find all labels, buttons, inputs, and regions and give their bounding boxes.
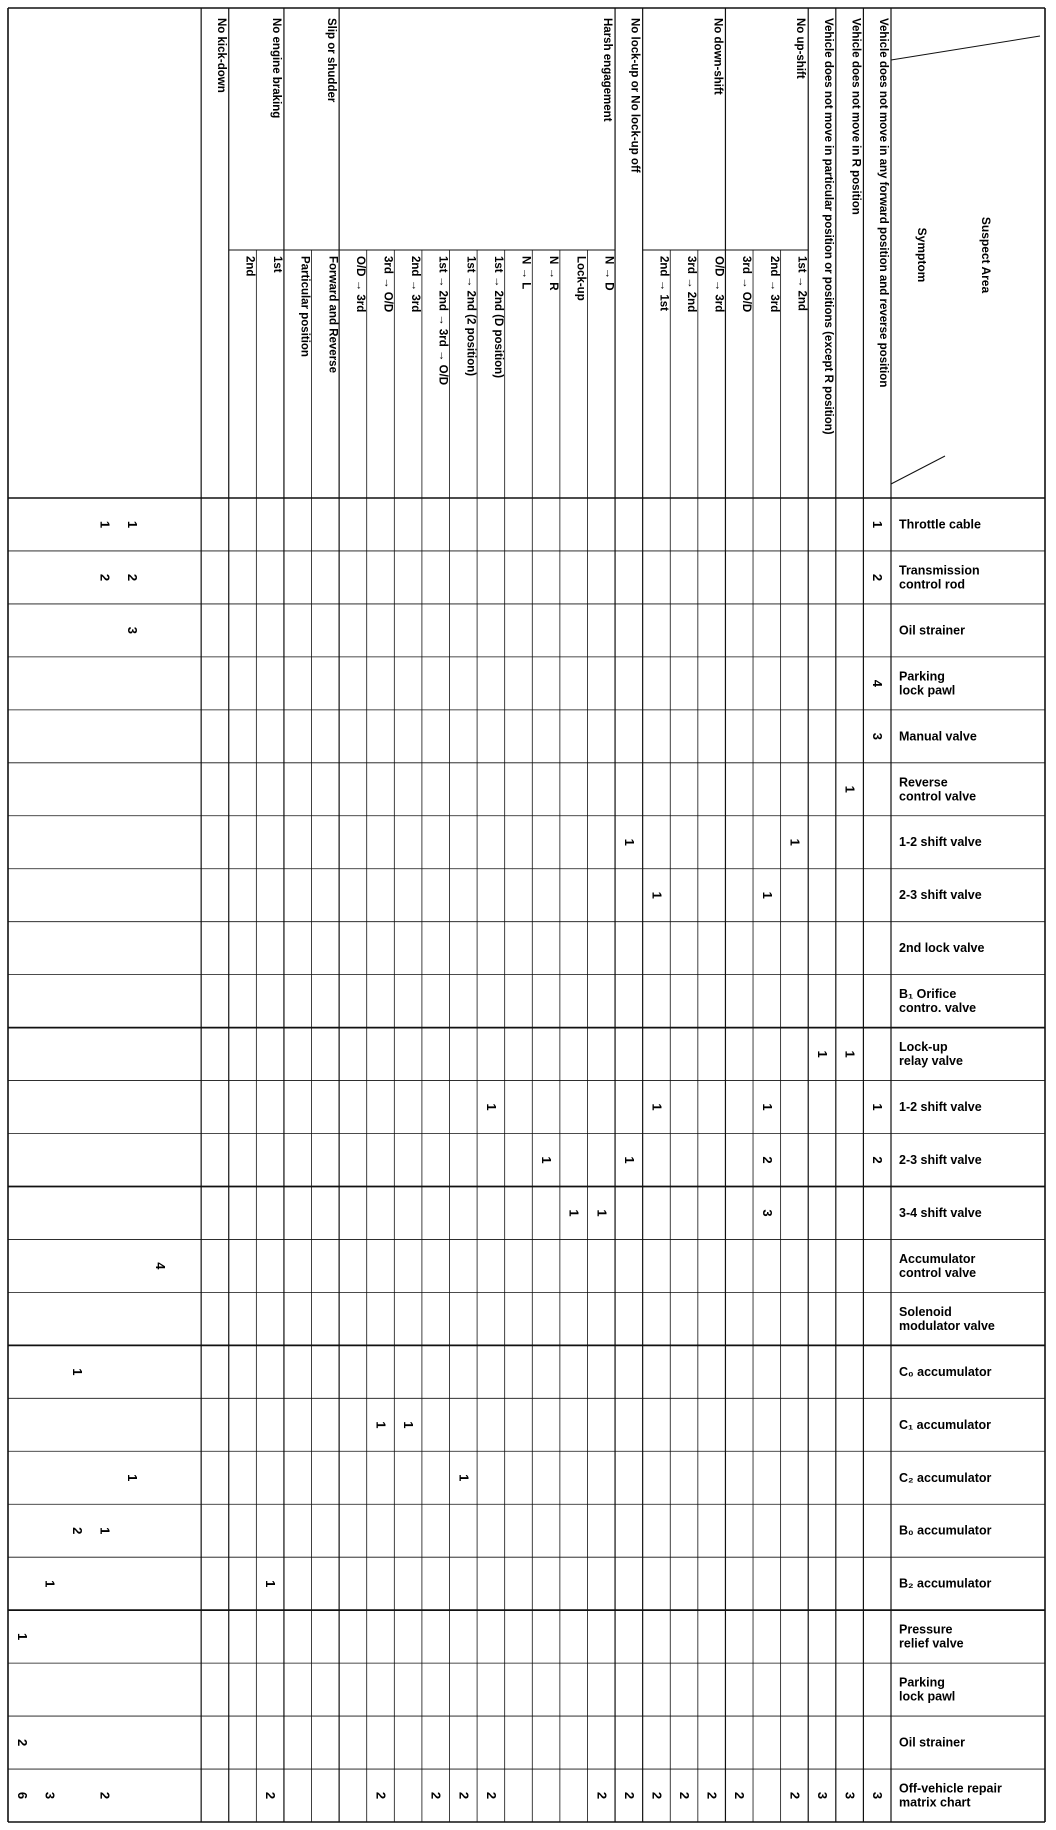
suspect-area-label: relief valve <box>899 1636 964 1651</box>
symptom-group-label: Vehicle does not move in R position <box>849 18 862 215</box>
suspect-area-label: control rod <box>899 577 965 592</box>
symptom-sub-label: 3rd → O/D <box>740 256 753 313</box>
suspect-area-label: 2-3 shift valve <box>899 888 982 903</box>
matrix-cell-value: 1 <box>14 1633 30 1641</box>
matrix-cell-value: 1 <box>125 520 141 529</box>
symptom-sub-label: N → D <box>602 256 615 291</box>
suspect-area-label: Reverse <box>899 775 948 790</box>
suspect-area-label: relay valve <box>899 1054 963 1069</box>
symptom-sub-label: 1st → 2nd <box>795 256 808 311</box>
matrix-cell-value: 1 <box>621 1156 637 1164</box>
symptom-header-cell <box>891 36 1040 484</box>
matrix-cell-value: 1 <box>870 520 886 529</box>
suspect-area-label: C₁ accumulator <box>899 1417 991 1432</box>
suspect-area-label: Transmission <box>899 563 980 578</box>
suspect-area-label: contro. valve <box>899 1001 977 1016</box>
matrix-cell-value: 3 <box>815 1791 831 1800</box>
matrix-cell-value: 1 <box>621 838 637 846</box>
matrix-cell-value: 1 <box>263 1580 279 1588</box>
matrix-cell-value: 2 <box>870 1156 886 1164</box>
symptom-group-label: No up-shift <box>794 18 807 79</box>
suspect-area-label: Parking <box>899 1675 945 1690</box>
matrix-cell-value: 2 <box>14 1738 30 1747</box>
matrix-cell-value: 1 <box>373 1421 389 1429</box>
matrix-cell-value: 3 <box>125 626 141 635</box>
symptom-heading: Symptom <box>915 227 929 283</box>
matrix-cell-value: 2 <box>704 1791 720 1800</box>
matrix-cell-value: 1 <box>483 1103 499 1111</box>
suspect-area-label: C₀ accumulator <box>899 1364 992 1379</box>
symptom-group-label: Harsh engagement <box>601 18 614 122</box>
suspect-area-label: 1-2 shift valve <box>899 835 982 850</box>
suspect-area-label: B₂ accumulator <box>899 1576 992 1591</box>
symptom-sub-label: Forward and Reverse <box>326 256 339 373</box>
matrix-cell-value: 2 <box>69 1527 85 1535</box>
matrix-cell-value: 4 <box>152 1262 168 1270</box>
matrix-cell-value: 2 <box>649 1791 665 1800</box>
symptom-sub-label: O/D → 3rd <box>712 256 725 313</box>
matrix-cell-value: 1 <box>649 1103 665 1111</box>
matrix-cell-value: 1 <box>69 1368 85 1376</box>
matrix-cell-value: 3 <box>759 1209 775 1217</box>
symptom-sub-label: 2nd → 3rd <box>767 256 780 313</box>
matrix-cell-value: 1 <box>842 785 858 793</box>
suspect-area-label: Manual valve <box>899 729 977 744</box>
suspect-area-label: Accumulator <box>899 1251 976 1266</box>
suspect-area-label: Oil strainer <box>899 623 965 638</box>
matrix-cell-value: 4 <box>870 679 886 687</box>
matrix-cell-value: 2 <box>677 1791 693 1800</box>
suspect-area-label: control valve <box>899 789 977 804</box>
symptom-sub-label: 1st → 2nd (D position) <box>491 256 504 379</box>
symptom-group-label: Vehicle does not move in particular position or positions (except R position) <box>821 18 834 435</box>
matrix-cell-value: 2 <box>456 1791 472 1800</box>
matrix-cell-value: 6 <box>14 1791 30 1800</box>
suspect-area-label: modulator valve <box>899 1318 995 1333</box>
matrix-cell-value: 2 <box>787 1791 803 1800</box>
symptom-group-label: No lock-up or No lock-up off <box>628 18 641 173</box>
suspect-area-label: Solenoid <box>899 1304 952 1319</box>
matrix-cell-value: 2 <box>621 1791 637 1800</box>
symptom-sub-label: 3rd → 2nd <box>685 256 698 313</box>
symptom-group-label: No engine braking <box>269 18 282 119</box>
suspect-area-label: Pressure <box>899 1622 953 1637</box>
matrix-cell-value: 1 <box>566 1209 582 1217</box>
matrix-cell-value: 1 <box>42 1580 58 1588</box>
matrix-cell-value: 1 <box>539 1156 555 1164</box>
suspect-area-label: matrix chart <box>899 1795 971 1810</box>
matrix-cell-value: 2 <box>870 573 886 582</box>
matrix-cell-value: 2 <box>373 1791 389 1800</box>
symptom-sub-label: 1st → 2nd (2 position) <box>464 256 477 377</box>
matrix-cell-value: 2 <box>97 573 113 582</box>
symptom-sub-label: 1st <box>271 256 284 273</box>
symptom-sub-label: O/D → 3rd <box>353 256 366 313</box>
suspect-area-label: Throttle cable <box>899 517 981 532</box>
suspect-area-label: 2nd lock valve <box>899 941 985 956</box>
symptom-group-label: Vehicle does not move in any forward position and reverse position <box>877 18 889 388</box>
symptom-sub-label: 2nd → 1st <box>657 256 670 311</box>
matrix-cell-value: 1 <box>97 520 113 529</box>
matrix-cell-value: 1 <box>815 1050 831 1058</box>
matrix-cell-value: 1 <box>594 1209 610 1217</box>
suspect-area-label: 2-3 shift valve <box>899 1153 982 1167</box>
symptom-sub-label: 1st → 2nd → 3rd → O/D <box>436 256 449 386</box>
symptom-group-label: Slip or shudder <box>325 18 338 103</box>
matrix-cell-value: 2 <box>125 573 141 582</box>
matrix-cell-value: 1 <box>787 838 803 846</box>
suspect-area-label: 1-2 shift valve <box>899 1100 982 1115</box>
symptom-sub-label: 3rd → O/D <box>381 256 394 313</box>
matrix-cell-value: 1 <box>759 1103 775 1111</box>
matrix-cell-value: 2 <box>428 1791 444 1800</box>
matrix-cell-value: 2 <box>97 1791 113 1800</box>
suspect-area-label: Parking <box>899 669 945 684</box>
suspect-area-label: Oil strainer <box>899 1735 965 1750</box>
suspect-area-heading: Suspect Area <box>979 216 993 294</box>
suspect-area-label: lock pawl <box>899 1689 956 1704</box>
suspect-area-labels <box>899 517 1002 1809</box>
matrix-cell-value: 1 <box>870 1103 886 1111</box>
matrix-cell-value: 2 <box>483 1791 499 1800</box>
symptom-sub-label: N → R <box>547 256 560 291</box>
matrix-cell-value: 1 <box>401 1421 417 1429</box>
symptom-sub-label: Lock-up <box>574 256 587 301</box>
matrix-values <box>15 521 885 1799</box>
matrix-cell-value: 3 <box>42 1791 58 1800</box>
symptom-sub-label: N → L <box>519 256 532 290</box>
symptom-sub-label: 2nd <box>243 256 256 277</box>
symptom-sub-label: Particular position <box>298 256 311 357</box>
symptom-group-label: No down-shift <box>711 18 724 95</box>
symptom-sub-label: 2nd → 3rd <box>409 256 422 313</box>
matrix-cell-value: 2 <box>732 1791 748 1800</box>
symptom-group-label: No kick-down <box>214 18 227 93</box>
symptom-labels <box>215 18 889 435</box>
matrix-cell-value: 1 <box>842 1050 858 1058</box>
matrix-cell-value: 1 <box>125 1474 141 1482</box>
matrix-cell-value: 2 <box>594 1791 610 1800</box>
matrix-cell-value: 1 <box>97 1527 113 1535</box>
suspect-area-label: 3-4 shift valve <box>899 1205 982 1220</box>
matrix-cell-value: 3 <box>870 732 886 740</box>
matrix-cell-value: 1 <box>649 891 665 899</box>
suspect-area-label: lock pawl <box>899 683 956 698</box>
suspect-area-label: Lock-up <box>899 1040 948 1055</box>
matrix-cell-value: 1 <box>759 891 775 899</box>
matrix-cell-value: 3 <box>870 1791 886 1800</box>
matrix-cell-value: 2 <box>759 1156 775 1164</box>
matrix-cell-value: 1 <box>456 1474 472 1482</box>
suspect-area-label: Off-vehicle repair <box>899 1781 1002 1796</box>
suspect-area-label: B₁ Orifice <box>899 987 957 1002</box>
matrix-cell-value: 3 <box>842 1791 858 1800</box>
matrix-cell-value: 2 <box>263 1791 279 1800</box>
suspect-area-label: control valve <box>899 1265 977 1280</box>
suspect-area-label: C₂ accumulator <box>899 1470 992 1485</box>
suspect-area-label: B₀ accumulator <box>899 1523 992 1538</box>
